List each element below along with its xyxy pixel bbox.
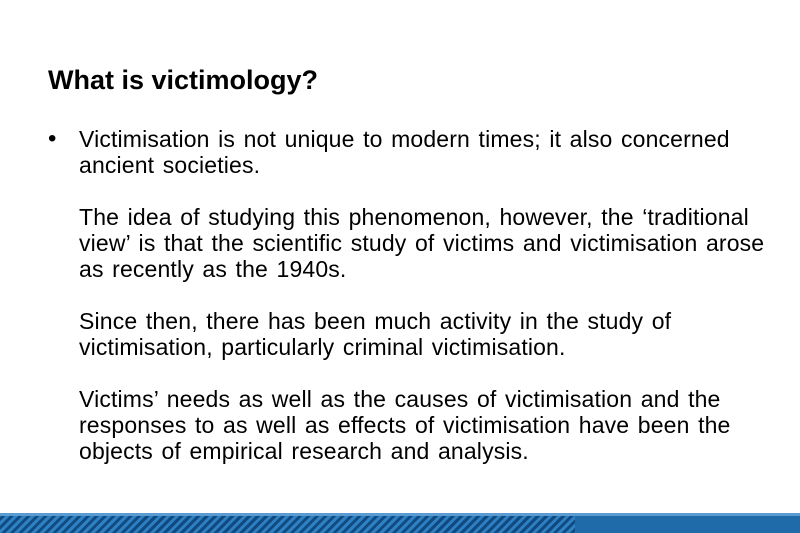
footer-plain-segment — [575, 513, 800, 533]
bullet-text — [79, 126, 768, 464]
footer-top-line — [0, 513, 800, 516]
slide-title: What is victimology? — [48, 65, 319, 95]
paragraph-1: Victimisation is not unique to modern times; it also concerned ancient societies. — [79, 126, 730, 178]
bullet-item — [48, 126, 768, 464]
bullet-list — [48, 126, 768, 464]
paragraph-4: Victims’ needs as well as the causes of victimisation and the responses to as well as effects of victimisation have been the objects of empirical research and analysis. — [79, 386, 731, 464]
footer-band — [0, 513, 800, 533]
footer-stripe-pattern — [0, 513, 575, 533]
paragraph-2: The idea of studying this phenomenon, however, the ‘traditional view’ is that the scientific study of victims and victimisation arose as recently as the 1940s. — [79, 204, 765, 282]
paragraph-3: Since then, there has been much activity in the study of victimisation, particularly criminal victimisation. — [79, 308, 672, 360]
bullet-icon: • — [48, 125, 57, 152]
